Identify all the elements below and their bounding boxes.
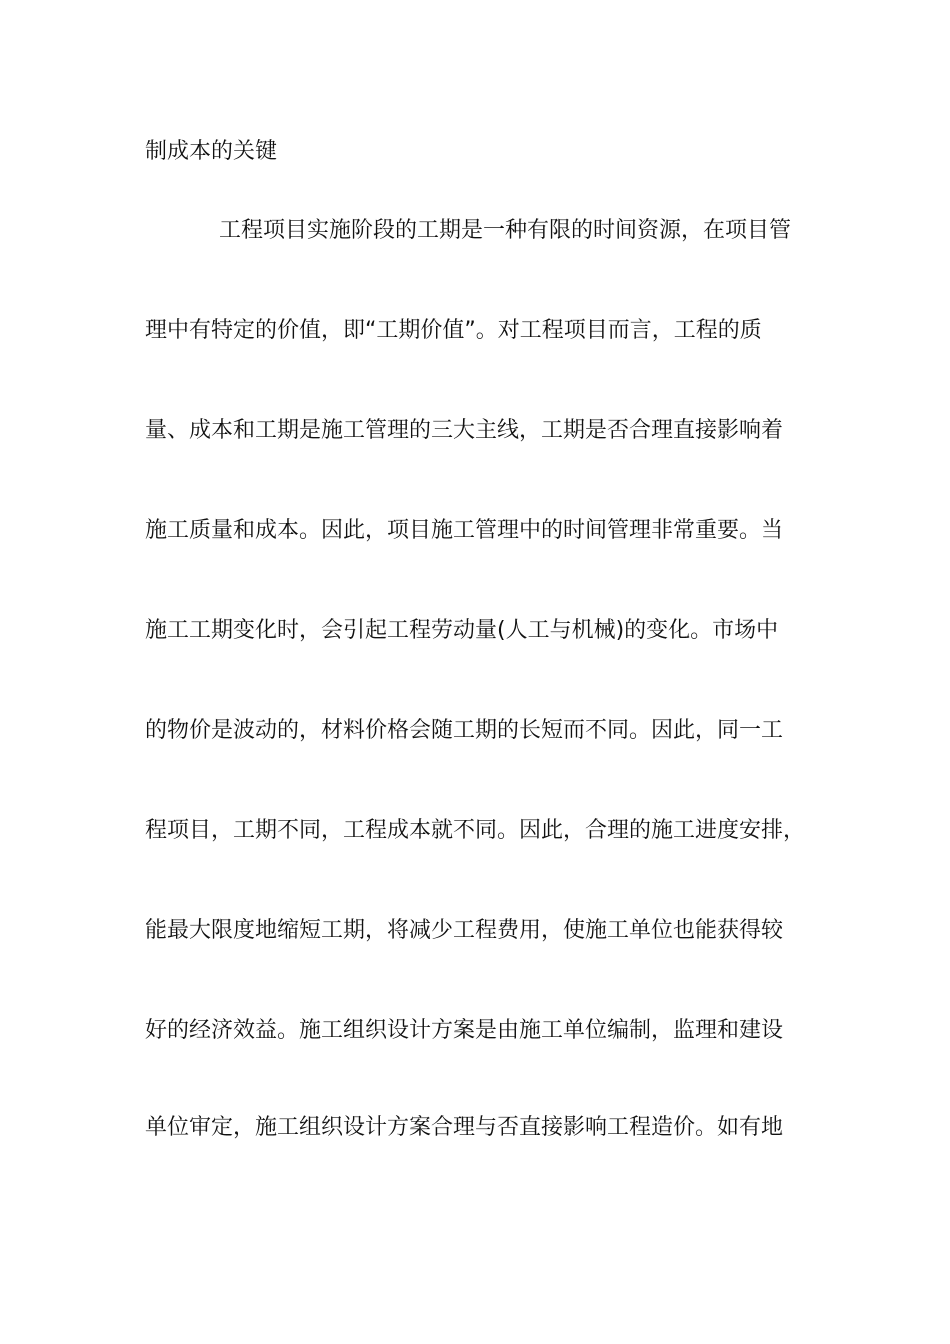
text-line: 单位审定，施工组织设计方案合理与否直接影响工程造价。如有地 xyxy=(145,1115,784,1140)
text-line: 的物价是波动的，材料价格会随工期的长短而不同。因此，同一工 xyxy=(145,718,784,743)
text-line: 施工质量和成本。因此，项目施工管理中的时间管理非常重要。当 xyxy=(145,518,784,543)
text-line: 程项目，工期不同，工程成本就不同。因此，合理的施工进度安排， xyxy=(145,818,806,843)
text-line: 理中有特定的价值，即“工期价值”。对工程项目而言，工程的质 xyxy=(145,318,762,343)
text-line: 量、成本和工期是施工管理的三大主线，工期是否合理直接影响着 xyxy=(145,418,784,443)
text-line: 能最大限度地缩短工期，将减少工程费用，使施工单位也能获得较 xyxy=(145,918,784,943)
paragraph-first-line: 工程项目实施阶段的工期是一种有限的时间资源，在项目管 xyxy=(219,218,792,243)
text-line: 好的经济效益。施工组织设计方案是由施工单位编制，监理和建设 xyxy=(145,1018,784,1043)
text-line: 施工工期变化时，会引起工程劳动量(人工与机械)的变化。市场中 xyxy=(145,618,779,643)
text-line: 制成本的关键 xyxy=(145,139,278,164)
